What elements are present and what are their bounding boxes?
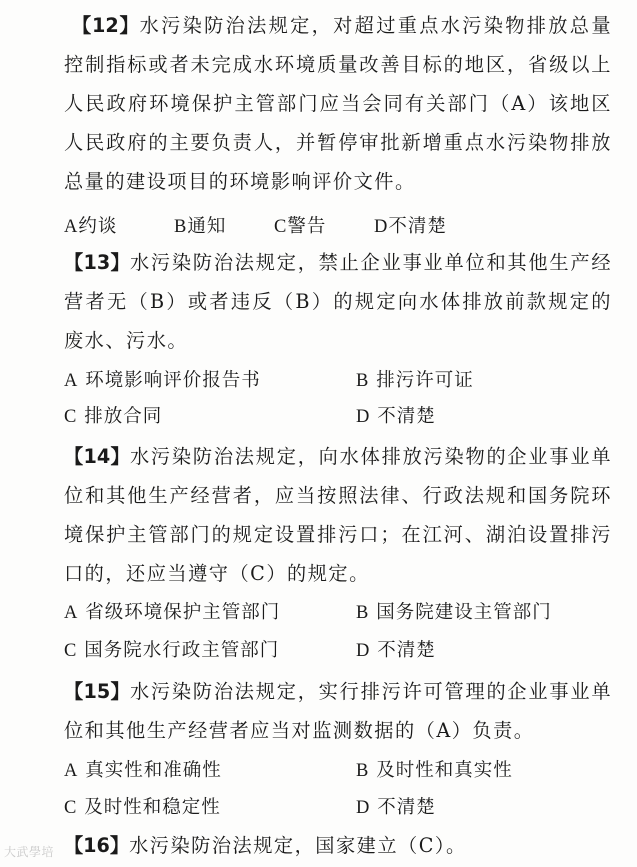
watermark-text: 大武學培 bbox=[4, 845, 55, 859]
option-d[interactable]: D 不清楚 bbox=[356, 406, 436, 427]
question-number: 【12】 bbox=[72, 14, 140, 37]
question-number: 【14】 bbox=[64, 445, 130, 468]
option-b[interactable]: B 排污许可证 bbox=[356, 370, 474, 391]
question-stem bbox=[64, 437, 612, 593]
option-c[interactable]: C 国务院水行政主管部门 bbox=[64, 640, 280, 661]
question-text: 水污染防治法规定，禁止企业事业单位和其他生产经营者无（B）或者违反（B）的规定向水体排放前款规定的废水、污水。 bbox=[64, 251, 613, 352]
question-12 bbox=[64, 6, 612, 201]
options-row bbox=[64, 362, 612, 400]
options-row bbox=[64, 752, 612, 790]
question-text: 水污染防治法规定，实行排污许可管理的企业事业单位和其他生产经营者应当对监测数据的（A）负责。 bbox=[64, 680, 613, 742]
option-b[interactable]: B 国务院建设主管部门 bbox=[356, 602, 552, 623]
options-row bbox=[64, 632, 612, 670]
options-row bbox=[64, 594, 612, 632]
option-c[interactable]: C 及时性和稳定性 bbox=[64, 797, 221, 818]
option-d[interactable]: D不清楚 bbox=[374, 216, 447, 237]
question-stem bbox=[64, 672, 612, 750]
option-b[interactable]: B 及时性和真实性 bbox=[356, 760, 513, 781]
option-d[interactable]: D 不清楚 bbox=[356, 797, 436, 818]
question-stem bbox=[64, 243, 612, 360]
question-13 bbox=[64, 243, 612, 360]
options-row bbox=[64, 208, 612, 246]
question-14 bbox=[64, 437, 612, 593]
question-number: 【13】 bbox=[64, 251, 130, 274]
option-a[interactable]: A 真实性和准确性 bbox=[64, 760, 222, 781]
question-stem bbox=[64, 826, 612, 865]
question-text: 水污染防治法规定，向水体排放污染物的企业事业单位和其他生产经营者，应当按照法律、行政法规和国务院环境保护主管部门的规定设置排污口；在江河、湖泊设置排污口的，还应当遵守（C）的规定。 bbox=[64, 445, 613, 585]
option-a[interactable]: A 省级环境保护主管部门 bbox=[64, 602, 281, 623]
question-number: 【15】 bbox=[64, 680, 130, 703]
question-15 bbox=[64, 672, 612, 750]
option-d[interactable]: D 不清楚 bbox=[356, 640, 436, 661]
options-row bbox=[64, 789, 612, 827]
options-row bbox=[64, 398, 612, 436]
question-16 bbox=[64, 826, 612, 865]
question-text: 水污染防治法规定，对超过重点水污染物排放总量控制指标或者未完成水环境质量改善目标的地区，省级以上人民政府环境保护主管部门应当会同有关部门（A）该地区人民政府的主要负责人，并暂停审批新增重点水污染物排放总量的建设项目的环境影响评价文件。 bbox=[64, 14, 613, 193]
option-c[interactable]: C 排放合同 bbox=[64, 406, 163, 427]
option-a[interactable]: A 环境影响评价报告书 bbox=[64, 370, 261, 391]
question-number: 【16】 bbox=[64, 834, 130, 857]
option-a[interactable]: A约谈 bbox=[64, 216, 118, 237]
question-stem bbox=[64, 6, 612, 201]
option-b[interactable]: B通知 bbox=[174, 216, 227, 237]
option-c[interactable]: C警告 bbox=[274, 216, 327, 237]
question-text: 水污染防治法规定，国家建立（C）。 bbox=[129, 834, 467, 857]
